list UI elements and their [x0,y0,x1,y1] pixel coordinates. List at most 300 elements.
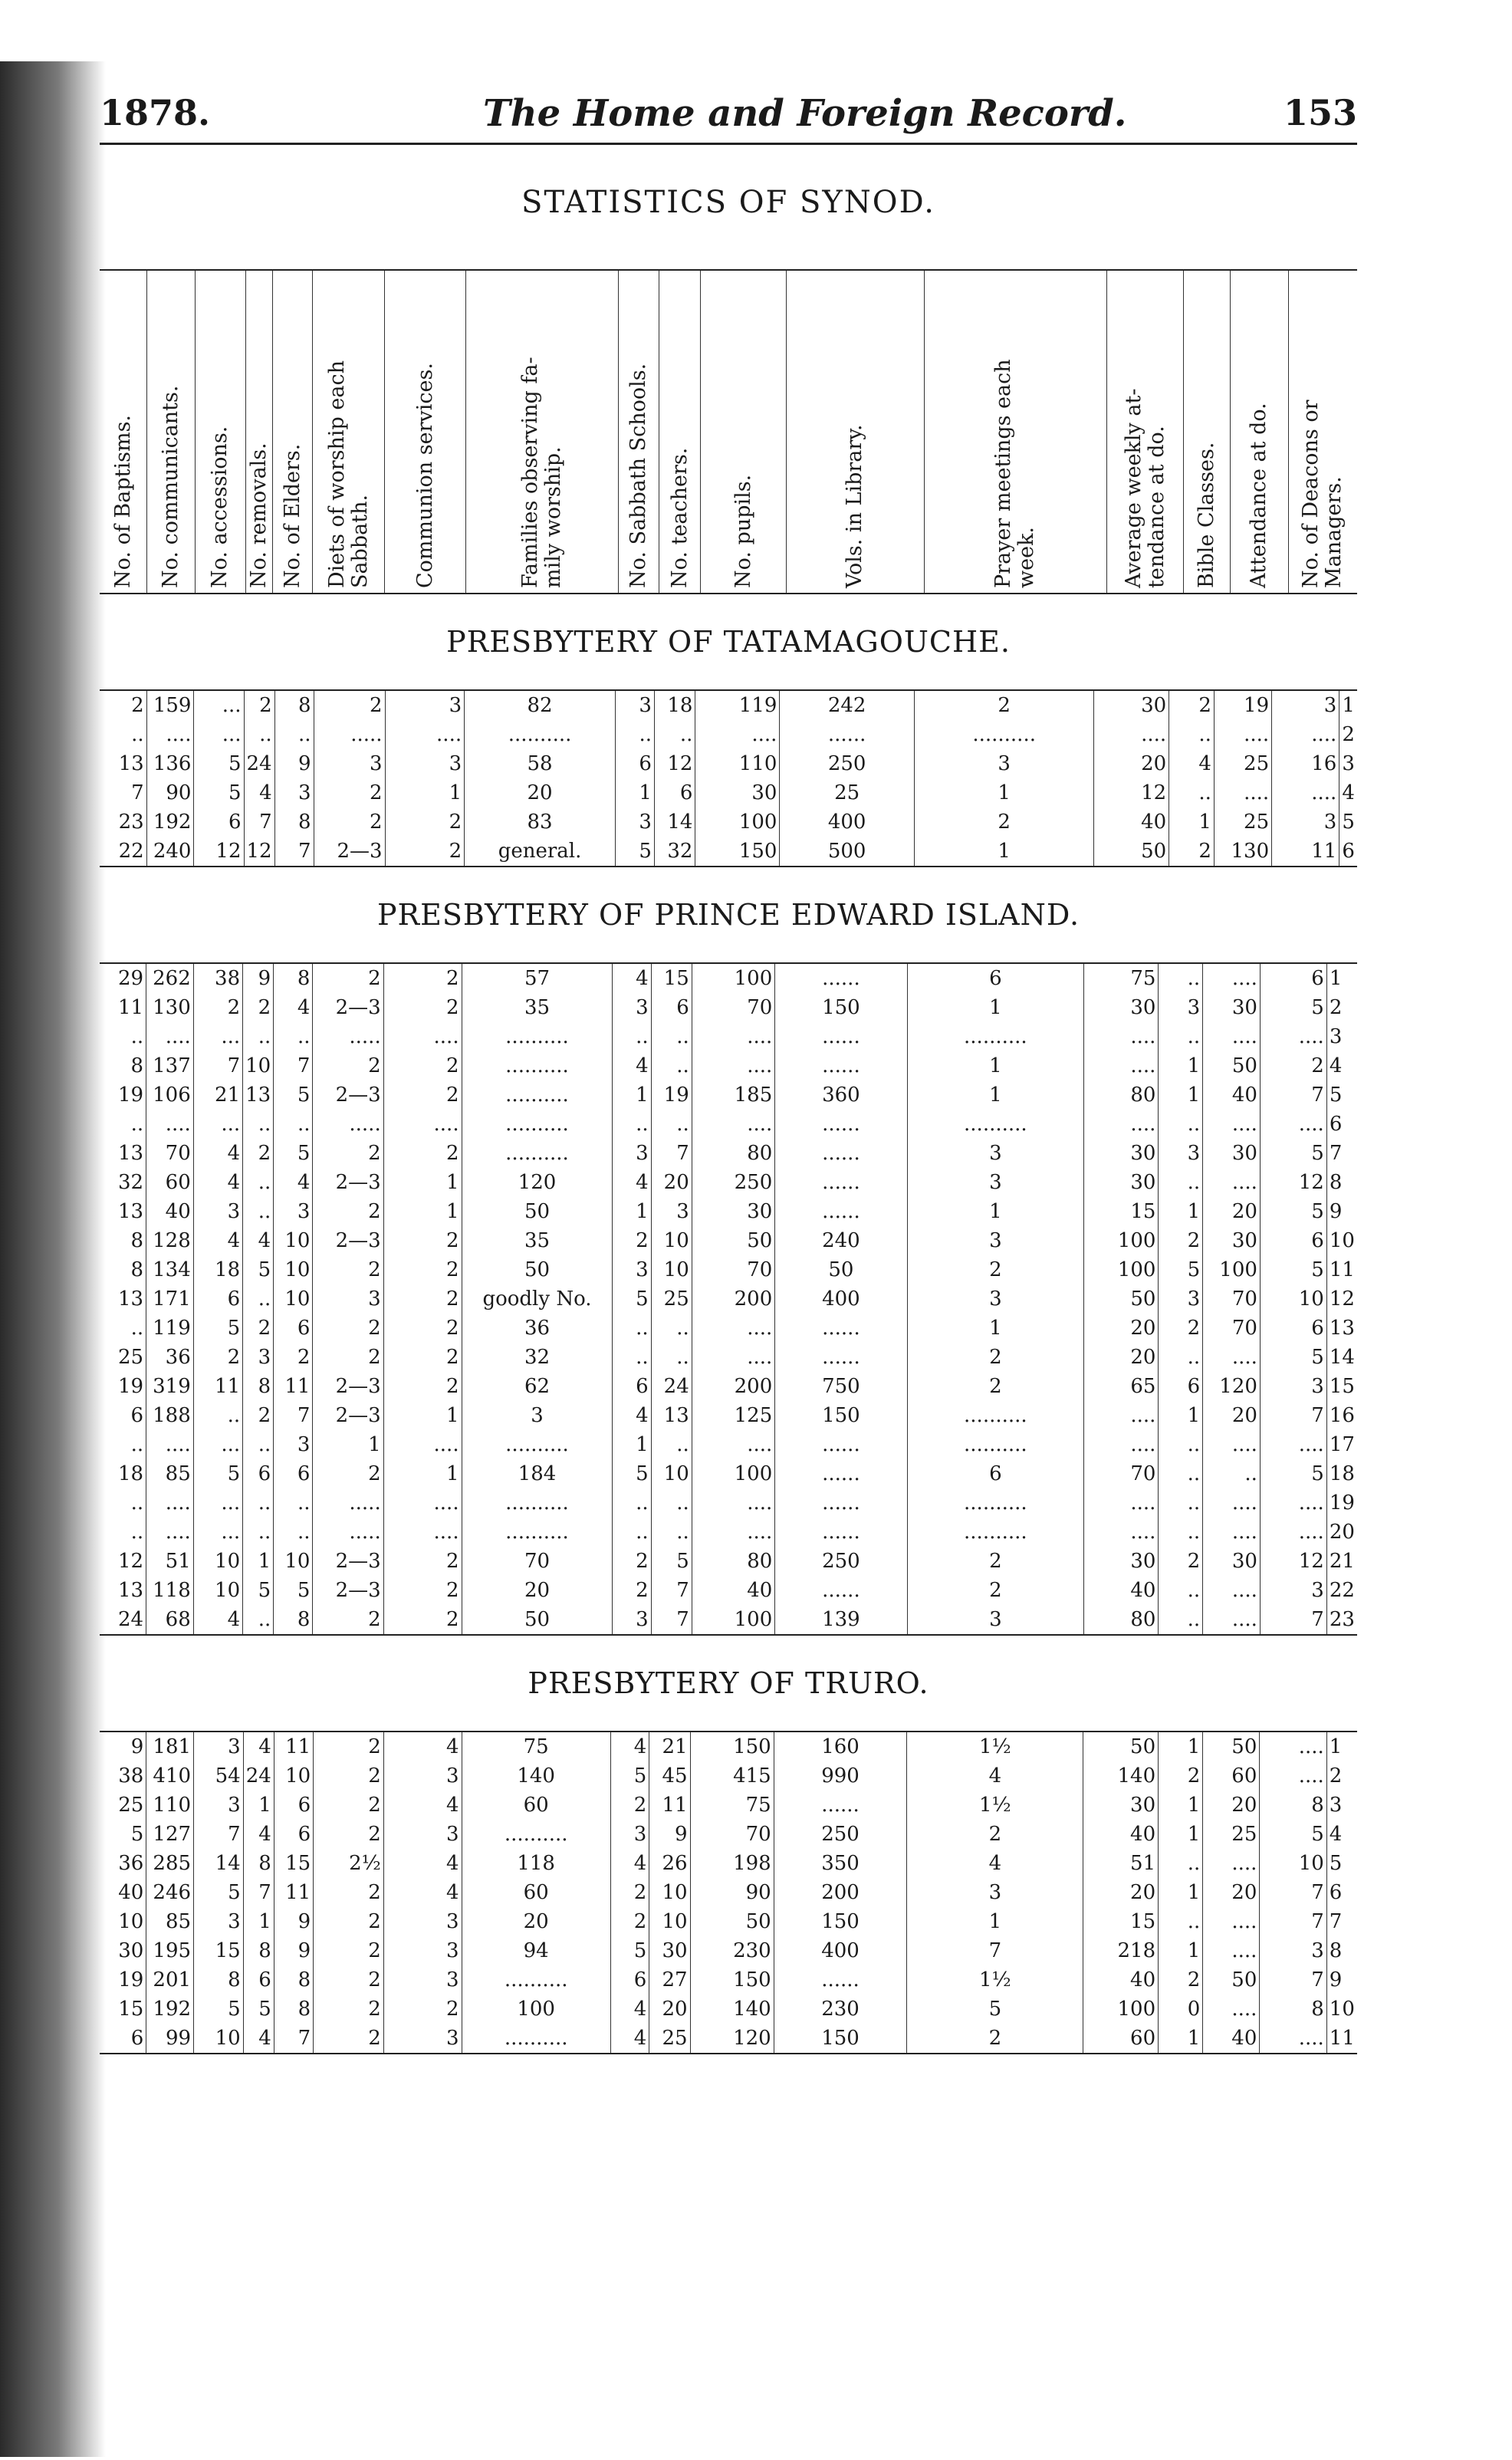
table-cell: 100 [1084,1255,1159,1284]
table-cell: 8 [243,1849,274,1878]
table-cell: ..... [313,1110,383,1139]
table-cell: .... [1260,1488,1326,1518]
row-number: 14 [1329,1346,1355,1369]
column-header [659,271,701,593]
table-cell: .. [243,1518,274,1547]
table-cell: 150 [775,1401,907,1430]
table-cell: 50 [1203,1732,1260,1761]
table-cell: 12 [1260,1547,1326,1576]
table-cell: 5 [243,1576,274,1605]
table-cell: 60 [1083,2024,1159,2054]
table-cell: 119 [146,1314,194,1343]
table-cell: 2 [383,993,462,1022]
table-cell: 3 [914,749,1094,778]
table-cell: 75 [1084,963,1159,993]
table-cell: 10 [274,1226,313,1255]
table-cell: .... [1203,1022,1261,1051]
table-cell: 3 [907,1878,1083,1907]
table-cell: 4 [274,1168,313,1197]
table-cell: 192 [146,1995,194,2024]
table-cell: ..... [313,1518,383,1547]
table-cell: 5 [274,1080,313,1110]
table-row [100,807,1357,837]
table-cell: 36 [462,1314,613,1343]
table-cell: 3 [651,1197,692,1226]
table-cell: 4 [610,1732,649,1761]
table-cell: 5 [610,1936,649,1965]
table-cell: 62 [462,1372,613,1401]
table-cell: 139 [775,1605,907,1635]
table-row [100,778,1357,807]
table-cell: ...... [775,1459,907,1488]
column-header [385,271,466,593]
table-cell: 14 [194,1849,244,1878]
row-number: 16 [1329,1404,1355,1427]
table-cell: 3 [613,1605,651,1635]
table-cell: 10 [193,1547,242,1576]
table-cell: 5 [610,1761,649,1791]
row-number: 10 [1329,1229,1355,1252]
table-cell: 1 [1159,1820,1203,1849]
table-cell: 5 [193,1459,242,1488]
table-cell: 20 [1203,1401,1261,1430]
column-header [925,271,1108,593]
table-cell: 1 [383,1459,462,1488]
table-cell: 10 [651,1226,692,1255]
table-cell: .......... [462,1080,613,1110]
table-cell: 50 [690,1907,774,1936]
table-cell: .... [1272,720,1339,749]
table-cell: 1 [907,993,1084,1022]
table-cell: 6 [243,1459,274,1488]
table-cell: 2 [383,1576,462,1605]
table-cell: .... [692,1343,775,1372]
table-row [100,1995,1357,2024]
table-cell: 1 [313,1430,383,1459]
table-cell: 40 [1083,1820,1159,1849]
table-cell: 10 [193,1576,242,1605]
table-cell: 50 [462,1255,613,1284]
table-cell: 32 [100,1168,146,1197]
table-cell: 10 [274,1547,313,1576]
table-cell: .......... [907,1401,1084,1430]
table-cell: 21 [193,1080,242,1110]
table-row [100,1761,1357,1791]
row-number: 18 [1329,1462,1355,1485]
table-row [100,1226,1357,1255]
table-cell: 40 [1203,2024,1260,2054]
table-cell: ...... [774,1965,907,1995]
table-cell: 50 [1083,1732,1159,1761]
table-cell: 10 [274,1255,313,1284]
table-cell: .... [692,1051,775,1080]
table-cell: .... [1260,1022,1326,1051]
table-cell: ..... [313,1022,383,1051]
row-number: 5 [1342,811,1355,834]
table-cell: .. [1159,1168,1203,1197]
table-cell: 2 [613,1226,651,1255]
table-cell: 2 [613,1576,651,1605]
table-cell: 3 [462,1401,613,1430]
table-cell: 7 [651,1605,692,1635]
table-cell: 250 [774,1820,907,1849]
table-cell: ...... [775,1576,907,1605]
table-cell: 18 [193,1255,242,1284]
table-cell: 4 [244,778,274,807]
table-cell: 10 [194,2024,244,2054]
row-number: 1 [1326,963,1357,993]
table-cell: 11 [274,1878,313,1907]
table-cell: .. [1159,1849,1203,1878]
table-cell: 8 [274,807,314,837]
column-header [1107,271,1184,593]
table-cell: .... [1203,1576,1261,1605]
table-cell: 5 [1260,1343,1326,1372]
table-cell: 21 [649,1732,690,1761]
table-cell: 9 [274,1936,313,1965]
table-cell: .... [383,1518,462,1547]
table-cell: .... [1084,1022,1159,1051]
table-cell: 5 [1260,1820,1326,1849]
table-cell: 2 [1159,1226,1203,1255]
table-cell: 24 [243,1761,274,1791]
presbytery-title: PRESBYTERY OF TRURO. [528,1666,929,1700]
table-cell: 10 [243,1051,274,1080]
table-cell: 10 [651,1255,692,1284]
row-number: 9 [1329,1968,1343,1991]
table-cell: 5 [100,1820,146,1849]
table-cell: 3 [907,1284,1084,1314]
table-cell: 2 [383,1995,462,2024]
table-cell: 2 [1159,1314,1203,1343]
table-cell: 19 [100,1965,146,1995]
column-header-label: Attendance at do. [1247,403,1271,588]
table-cell: .... [692,1314,775,1343]
table-cell: 6 [274,1820,313,1849]
table-cell: 140 [690,1995,774,2024]
table-cell: 2 [914,690,1094,720]
table-cell: 7 [1260,1080,1326,1110]
table-cell: 7 [907,1936,1083,1965]
table-cell: .... [146,1488,194,1518]
table-cell: 3 [1272,807,1339,837]
page-binding-edge [0,0,106,2457]
table-cell: 5 [907,1995,1083,2024]
table-row [100,1430,1357,1459]
table-cell: .. [243,1168,274,1197]
table-cell: 6 [274,1791,313,1820]
table-cell: 20 [462,1576,613,1605]
table-cell: 50 [1094,837,1169,867]
table-cell: .... [1260,1518,1326,1547]
table-cell: 3 [385,749,465,778]
table-cell: 5 [274,1576,313,1605]
table-cell: 5 [616,837,655,867]
table-cell: 10 [651,1459,692,1488]
table-cell: 51 [146,1547,194,1576]
table-cell: 415 [690,1761,774,1791]
row-number: 19 [1329,1491,1355,1514]
table-cell: 13 [100,1197,146,1226]
table-cell: 10 [649,1878,690,1907]
table-cell: ...... [775,1110,907,1139]
table-cell: .......... [907,1518,1084,1547]
table-cell: 40 [1203,1080,1261,1110]
row-number: 4 [1342,781,1355,804]
table-cell: .... [146,1518,194,1547]
table-cell: 125 [692,1401,775,1430]
table-cell: 2 [314,1761,384,1791]
table-cell: 1 [907,1051,1084,1080]
table-cell: 3 [314,749,385,778]
table-cell: 4 [274,993,313,1022]
table-cell: 20 [651,1168,692,1197]
table-cell: 136 [146,749,194,778]
table-cell: .. [243,1110,274,1139]
table-cell: 2 [313,1197,383,1226]
table-cell: .... [1084,1488,1159,1518]
table-cell: 1 [907,1314,1084,1343]
table-cell: 25 [1214,807,1271,837]
table-cell: ...... [775,1488,907,1518]
table-cell: 1 [243,1547,274,1576]
table-cell: 6 [1260,963,1326,993]
column-header-label: No. communicants. [159,385,183,588]
table-cell: 1 [613,1080,651,1110]
table-cell: 19 [1214,690,1271,720]
table-cell: 2 [243,1314,274,1343]
table-cell: .. [1159,1488,1203,1518]
table-cell: 70 [692,993,775,1022]
table-cell: 2 [244,690,274,720]
table-row [100,1936,1357,1965]
table-cell: .... [1272,778,1339,807]
table-cell: 350 [774,1849,907,1878]
table-cell: 285 [146,1849,194,1878]
table-cell: .... [1084,1518,1159,1547]
table-cell: 200 [774,1878,907,1907]
table-cell: .. [243,1284,274,1314]
table-cell: 2—3 [313,1547,383,1576]
table-cell: 9 [274,749,314,778]
table-cell: 5 [1159,1255,1203,1284]
table-cell: 100 [692,1605,775,1635]
table-cell: 23 [100,807,146,837]
table-cell: ... [194,720,244,749]
table-cell: 20 [1203,1197,1261,1226]
table-cell: 80 [1084,1605,1159,1635]
table-cell: 1 [613,1430,651,1459]
table-cell: .... [1203,1936,1260,1965]
table-cell: 19 [100,1080,146,1110]
table-cell: .... [692,1488,775,1518]
table-cell: 160 [774,1732,907,1761]
table-cell: ..... [314,720,385,749]
table-cell: 10 [274,1284,313,1314]
table-cell: 7 [244,807,274,837]
table-cell: .. [651,1110,692,1139]
table-cell: 58 [465,749,616,778]
table-row [100,1022,1357,1051]
table-cell: 85 [146,1459,194,1488]
journal-title: The Home and Foreign Record. [483,92,1127,135]
table-cell: .. [100,1518,146,1547]
table-cell: 20 [1203,1791,1260,1820]
page [100,92,1357,2054]
column-header-label: Diets of worship each Sabbath. [324,360,372,588]
table-cell: 4 [1169,749,1215,778]
table-cell: .... [692,1110,775,1139]
table-cell: 2 [313,1605,383,1635]
table-cell: 30 [100,1936,146,1965]
table-cell: 5 [194,1878,244,1907]
table-cell: 184 [462,1459,613,1488]
column-header [1184,271,1230,593]
table-cell: 5 [194,1995,244,2024]
table-cell: 50 [692,1226,775,1255]
table-cell: 12 [654,749,695,778]
table-cell: .. [243,1197,274,1226]
table-cell: 3 [274,1430,313,1459]
table-cell: .......... [462,1820,610,1849]
table-cell: 19 [100,1372,146,1401]
table-cell: .. [274,1518,313,1547]
table-cell: 35 [462,1226,613,1255]
table-cell: 1 [385,778,465,807]
table-cell: 137 [146,1051,194,1080]
table-cell: ...... [775,1168,907,1197]
table-cell: 3 [274,1197,313,1226]
table-row [100,2024,1357,2054]
table-cell: 30 [692,1197,775,1226]
table-cell: 4 [610,2024,649,2054]
table-cell: 3 [194,1907,244,1936]
table-row [100,1080,1357,1110]
table-cell: 1 [1159,1080,1203,1110]
table-cell: 1 [1159,1791,1203,1820]
table-cell: 30 [649,1936,690,1965]
table-cell: 70 [692,1255,775,1284]
column-header-label: No. pupils. [731,474,755,588]
table-cell: goodly No. [462,1284,613,1314]
table-cell: .... [1203,1110,1261,1139]
table-row [100,1314,1357,1343]
table-cell: .... [1203,1430,1261,1459]
column-header-label: No. removals. [246,442,271,588]
table-cell: .... [1203,1488,1261,1518]
table-cell: 15 [1083,1907,1159,1936]
table-cell: 22 [100,837,146,867]
table-cell: 1 [383,1197,462,1226]
table-cell: .. [243,1430,274,1459]
table-row [100,1110,1357,1139]
table-cell: 25 [100,1791,146,1820]
table-cell: 3 [383,1820,462,1849]
table-cell: 4 [610,1995,649,2024]
table-row [100,993,1357,1022]
table-cell: 400 [775,1284,907,1314]
table-cell: ...... [775,1430,907,1459]
table-cell: .......... [914,720,1094,749]
table-row [100,963,1357,993]
table-cell: 13 [100,749,146,778]
table-cell: .......... [907,1022,1084,1051]
table-cell: 1 [383,1168,462,1197]
row-number: 15 [1329,1375,1355,1398]
table-cell: 20 [649,1995,690,2024]
table-cell: 118 [462,1849,610,1878]
table-cell: 85 [146,1907,194,1936]
table-cell: 35 [462,993,613,1022]
binding-shadow [0,0,106,2457]
table-cell: 150 [774,1907,907,1936]
table-cell: 1 [1159,1732,1203,1761]
table-cell: .. [244,720,274,749]
table-cell: 119 [695,690,780,720]
table-cell: 30 [1203,993,1261,1022]
table-cell: ...... [775,1314,907,1343]
table-cell: .... [1260,1732,1326,1761]
table-cell: 12 [194,837,244,867]
table-cell: 7 [243,1878,274,1907]
table-cell: 20 [1084,1314,1159,1343]
table-cell: 5 [651,1547,692,1576]
table-cell: 30 [1203,1547,1261,1576]
table-cell: 140 [462,1761,610,1791]
table-cell: 29 [100,963,146,993]
table-cell: 990 [774,1761,907,1791]
table-cell: 94 [462,1936,610,1965]
table-cell: 2 [313,1343,383,1372]
table-cell: 400 [780,807,914,837]
statistics-table [100,689,1357,867]
table-row [100,837,1357,867]
table-cell: 27 [649,1965,690,1995]
table-row [100,1284,1357,1314]
table-cell: .......... [465,720,616,749]
table-cell: .. [1159,1605,1203,1635]
table-cell: 1 [907,1907,1083,1936]
table-cell: 65 [1084,1372,1159,1401]
table-cell: 230 [774,1995,907,2024]
table-cell: 3 [1272,690,1339,720]
table-cell: 5 [1260,1197,1326,1226]
table-cell: 9 [274,1907,313,1936]
table-cell: 2 [610,1791,649,1820]
table-row [100,1139,1357,1168]
table-cell: 30 [1083,1791,1159,1820]
table-cell: 1 [243,1791,274,1820]
table-cell: 100 [1083,1995,1159,2024]
table-cell: .... [1203,1605,1261,1635]
table-cell: 57 [462,963,613,993]
table-cell: 12 [244,837,274,867]
table-cell: 15 [274,1849,313,1878]
column-header [619,271,659,593]
table-cell: 32 [462,1343,613,1372]
table-cell: 2 [383,1372,462,1401]
table-cell: 2—3 [313,1168,383,1197]
table-cell: 7 [274,2024,313,2054]
table-cell: 250 [780,749,914,778]
table-cell: 4 [193,1139,242,1168]
table-cell: 3 [274,778,314,807]
table-row [100,1372,1357,1401]
table-cell: .. [613,1314,651,1343]
row-number: 10 [1329,1998,1355,2021]
table-cell: 3 [616,690,655,720]
table-cell: 240 [775,1226,907,1255]
